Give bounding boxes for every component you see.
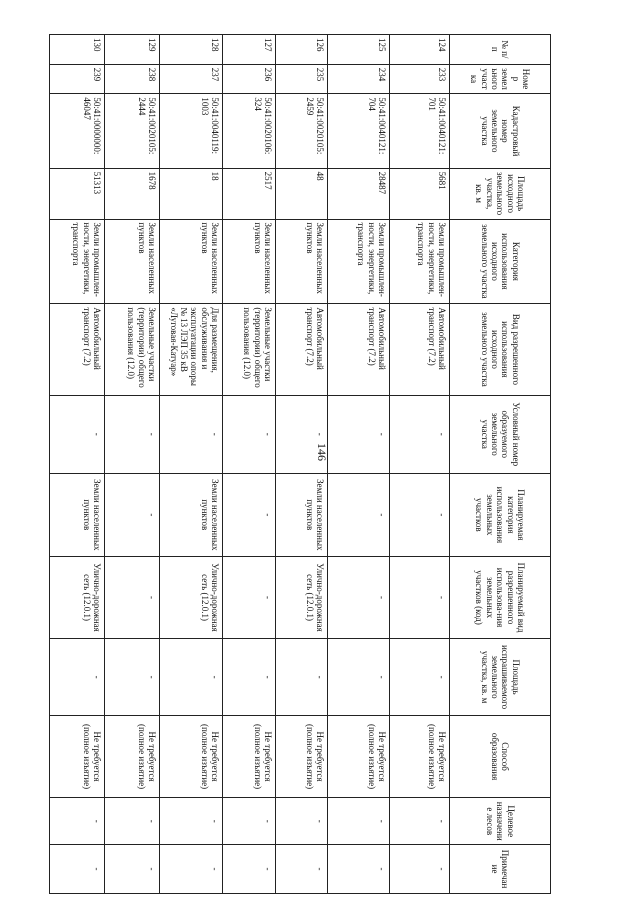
table-cell: - <box>50 639 105 715</box>
table-cell: Земли населенных пунктов <box>160 473 223 556</box>
table-cell: 234 <box>328 64 390 94</box>
table-cell: - <box>328 395 390 473</box>
header-cell: Кадастровый номер земельного участка <box>450 94 551 168</box>
table-cell: - <box>105 556 160 639</box>
table-cell: - <box>390 556 450 639</box>
table-cell: Земли населенных пунктов <box>105 219 160 304</box>
header-cell: Способ образования <box>450 715 551 798</box>
table-cell: 51313 <box>50 168 105 219</box>
table-cell: - <box>223 556 276 639</box>
table-cell: Земли населенных пунктов <box>160 219 223 304</box>
table-cell: Земли промышлен-ности, энергетики, транспорта <box>390 219 450 304</box>
table-cell: Не требуется (полное изъятие) <box>328 715 390 798</box>
table-cell: Для размещения, обслуживания и эксплуатации опоры № 13 ЛЭП 35 кВ «Луговая-Катуар» <box>160 304 223 395</box>
table-cell: - <box>223 798 276 845</box>
table-cell: - <box>50 798 105 845</box>
table-cell: 235 <box>276 64 328 94</box>
table-cell: 18 <box>160 168 223 219</box>
table-cell: - <box>223 845 276 894</box>
table-cell: - <box>276 395 328 473</box>
table-cell: Не требуется (полное изъятие) <box>390 715 450 798</box>
header-cell: Вид разрешенного использования исходного земельного участка <box>450 304 551 395</box>
table-cell: Земли промышлен-ности, энергетики, транспорта <box>50 219 105 304</box>
table-cell: 127 <box>223 35 276 65</box>
table-cell: - <box>160 798 223 845</box>
table-cell: - <box>276 845 328 894</box>
table-cell: - <box>276 639 328 715</box>
table-cell: Улично-дорожная сеть (12.0.1) <box>276 556 328 639</box>
rotated-sheet <box>71 34 551 894</box>
table-cell: Улично-дорожная сеть (12.0.1) <box>50 556 105 639</box>
header-cell: Номер земельного участка <box>450 64 551 94</box>
land-plots-table <box>49 34 551 894</box>
table-cell: 239 <box>50 64 105 94</box>
table-cell: - <box>50 395 105 473</box>
table-cell: - <box>50 845 105 894</box>
table-row <box>390 35 450 894</box>
table-cell: - <box>105 798 160 845</box>
header-cell: Целевое назначение лесов <box>450 798 551 845</box>
table-cell: - <box>390 639 450 715</box>
table-cell: 50:41:0000000: 46047 <box>50 94 105 168</box>
table-cell: - <box>223 395 276 473</box>
table-cell: Земли населенных пунктов <box>223 219 276 304</box>
table-cell: - <box>328 639 390 715</box>
table-cell: Улично-дорожная сеть (12.0.1) <box>160 556 223 639</box>
table-cell: 2517 <box>223 168 276 219</box>
table-cell: - <box>160 395 223 473</box>
table-cell: 5681 <box>390 168 450 219</box>
table-cell: - <box>223 473 276 556</box>
table-cell: - <box>105 473 160 556</box>
table-cell: Не требуется (полное изъятие) <box>223 715 276 798</box>
table-cell: Земельные участки (территории) общего пользования (12.0) <box>105 304 160 395</box>
table-cell: Не требуется (полное изъятие) <box>50 715 105 798</box>
table-cell: 233 <box>390 64 450 94</box>
table-cell: Автомобильный транспорт (7.2) <box>328 304 390 395</box>
header-cell: Примечание <box>450 845 551 894</box>
table-cell: Земли населенных пунктов <box>276 473 328 556</box>
table-cell: Не требуется (полное изъятие) <box>105 715 160 798</box>
table-cell: 1678 <box>105 168 160 219</box>
table-header-row <box>450 35 551 894</box>
table-cell: - <box>328 556 390 639</box>
table-cell: 129 <box>105 35 160 65</box>
table-cell: Земли населенных пунктов <box>276 219 328 304</box>
table-cell: 126 <box>276 35 328 65</box>
table-cell: - <box>223 639 276 715</box>
table-cell: - <box>390 395 450 473</box>
header-cell: Площадь испрашиваемого земельного участка, кв. м <box>450 639 551 715</box>
table-cell: - <box>328 798 390 845</box>
table-cell: - <box>390 473 450 556</box>
table-cell: 130 <box>50 35 105 65</box>
table-row <box>328 35 390 894</box>
table-cell: Земли промышлен-ности, энергетики, транспорта <box>328 219 390 304</box>
table-cell: 50:41:0020106: 324 <box>223 94 276 168</box>
table-cell: - <box>390 845 450 894</box>
table-cell: - <box>105 845 160 894</box>
table-cell: 237 <box>160 64 223 94</box>
table-cell: 50:41:0020105: 2444 <box>105 94 160 168</box>
header-cell: № п/п <box>450 35 551 65</box>
table-cell: 128 <box>160 35 223 65</box>
table-cell: 238 <box>105 64 160 94</box>
table-cell: 50:41:0040121: 704 <box>328 94 390 168</box>
table-cell: - <box>276 798 328 845</box>
page-number: 146 <box>315 443 329 461</box>
table-cell: Не требуется (полное изъятие) <box>160 715 223 798</box>
table-cell: Автомобильный транспорт (7.2) <box>276 304 328 395</box>
table-cell: 124 <box>390 35 450 65</box>
table-cell: 28487 <box>328 168 390 219</box>
table-cell: 125 <box>328 35 390 65</box>
table-cell: Земельные участки (территории) общего пользования (12.0) <box>223 304 276 395</box>
table-cell: 48 <box>276 168 328 219</box>
header-cell: Условный номер образуемого земельного участка <box>450 395 551 473</box>
table-cell: - <box>105 395 160 473</box>
table-cell: Автомобильный транспорт (7.2) <box>50 304 105 395</box>
header-cell: Категория использования исходного земельного участка <box>450 219 551 304</box>
table-cell: 50:41:0040119: 1003 <box>160 94 223 168</box>
table-cell: Автомобильный транспорт (7.2) <box>390 304 450 395</box>
header-cell: Планируемая категория использования земельных участков <box>450 473 551 556</box>
table-cell: Не требуется (полное изъятие) <box>276 715 328 798</box>
table-row <box>223 35 276 894</box>
table-row <box>276 35 328 894</box>
table-row <box>105 35 160 894</box>
table-cell: 50:41:0040121: 701 <box>390 94 450 168</box>
header-cell: Планируемый вид разрешенного использова-ния земельных участков (код) <box>450 556 551 639</box>
table-cell: 236 <box>223 64 276 94</box>
table-cell: - <box>160 639 223 715</box>
header-cell: Площадь исходного земельного участка, кв. м <box>450 168 551 219</box>
table-cell: 50:41:0020105: 2459 <box>276 94 328 168</box>
table-cell: - <box>160 845 223 894</box>
table-cell: - <box>105 639 160 715</box>
table-row <box>50 35 105 894</box>
table-cell: - <box>390 798 450 845</box>
table-row <box>160 35 223 894</box>
table-cell: - <box>328 473 390 556</box>
table-cell: - <box>328 845 390 894</box>
table-cell: Земли населенных пунктов <box>50 473 105 556</box>
